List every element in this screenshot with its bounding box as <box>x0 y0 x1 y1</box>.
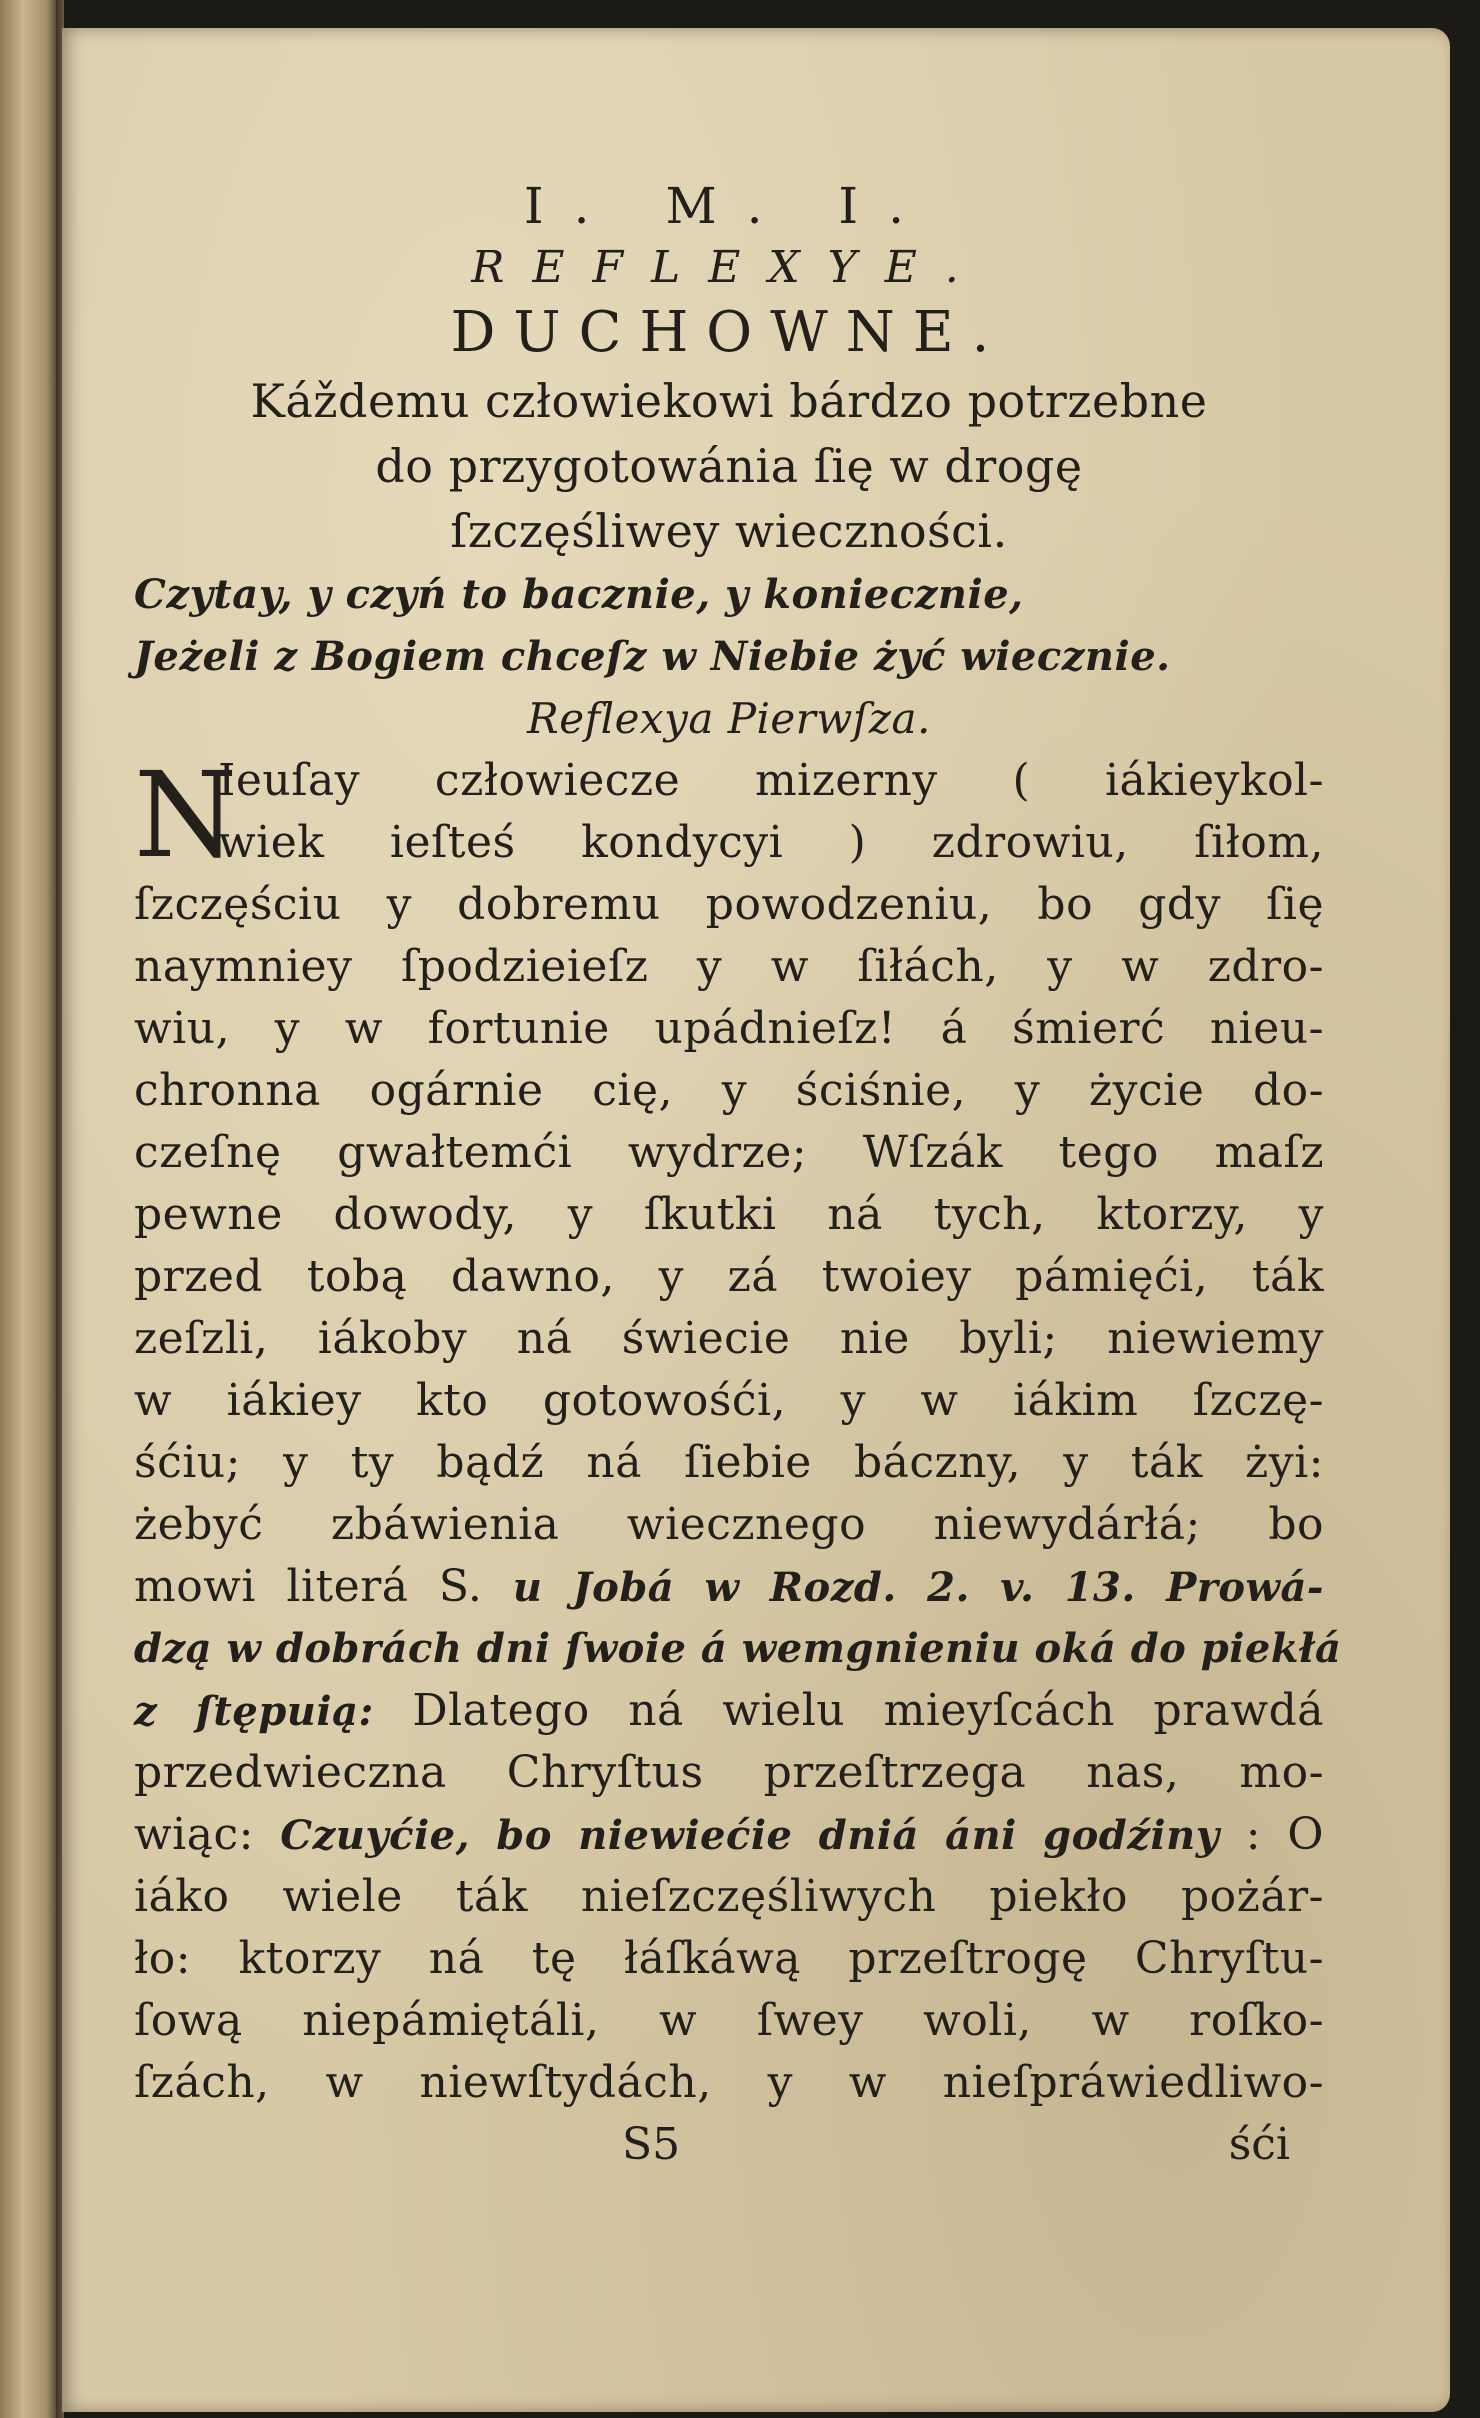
gospel-quote: Czuyćie, bo niewiećie dniá áni godźiny <box>280 1812 1220 1859</box>
citation-continuation: dzą w dobrách dni ſwoie á wemgnieniu oká do piekłá <box>134 1625 1342 1672</box>
citation-end: z ſtępuią: <box>134 1688 374 1735</box>
section-heading: Reflexya Pierwſza. <box>527 694 931 743</box>
body-line: wiek ieſteś kondycyi ) zdrowiu, ſiłom, <box>218 817 1324 868</box>
title-line: Káždemu człowiekowi bárdzo potrzebne <box>250 374 1208 428</box>
body-line: iáko wiele ták nieſzczęśliwych piekło pożár- <box>134 1871 1324 1922</box>
drop-cap: N <box>134 746 238 884</box>
body-line: żebyć zbáwienia wiecznego niewydárłá; bo <box>134 1499 1324 1550</box>
page-footer <box>134 2114 1324 2176</box>
verse-line: Czytay, y czyń to bacznie, y koniecznie, <box>134 571 1024 618</box>
body-line: ſzczęściu y dobremu powodzeniu, bo gdy ſię <box>134 879 1324 930</box>
body-line: naymniey ſpodzieieſz y w ſiłách, y w zdro- <box>134 941 1324 992</box>
body-text: : O <box>1245 1809 1324 1860</box>
body-line: ſową niepámiętáli, w ſwey woli, w roſko- <box>134 1995 1324 2046</box>
body-line: czeſnę gwałtemći wydrze; Wſzák tego maſz <box>134 1127 1324 1178</box>
body-line: w iákiey kto gotowośći, y w iákim ſzczę- <box>134 1375 1324 1426</box>
body-text: wiąc: <box>134 1809 254 1860</box>
body-line: pewne dowody, y ſkutki ná tych, ktorzy, y <box>134 1189 1324 1240</box>
body-line: ło: ktorzy ná tę łáſkáwą przeſtrogę Chryſtu- <box>134 1933 1324 1984</box>
body-line: Ieuſay człowiecze mizerny ( iákieykol- <box>218 755 1324 806</box>
title-line: ſzczęśliwey wieczności. <box>450 504 1008 558</box>
body-line: wiu, y w fortunie upádnieſz! á śmierć nieu- <box>134 1003 1324 1054</box>
scripture-citation: u Jobá w Rozd. 2. v. 13. <box>512 1564 1136 1611</box>
duchowne-heading: DUCHOWNE. <box>450 300 1008 365</box>
body-line-with-quote <box>134 1804 1324 1866</box>
body-line: zeſzli, iákoby ná świecie nie byli; niewiemy <box>134 1313 1324 1364</box>
body-line: śćiu; y ty bądź ná ſiebie báczny, y ták żyi: <box>134 1437 1324 1488</box>
left-page-edge <box>0 0 58 2418</box>
verse-line: Jeżeli z Bogiem chceſz w Niebie żyć wiecznie. <box>134 633 1171 680</box>
body-line: ſzách, w niewſtydách, y w nieſpráwiedliwo- <box>134 2057 1324 2108</box>
body-line: przedwieczna Chryſtus przeſtrzega nas, mo- <box>134 1747 1324 1798</box>
first-paragraph <box>134 746 1324 884</box>
body-text: mowi literá S. <box>134 1561 483 1612</box>
citation-tail: Prowá- <box>1166 1564 1324 1611</box>
book-page <box>62 28 1450 2412</box>
body-text: Dlatego ná wielu mieyſcách prawdá <box>412 1685 1325 1736</box>
body-line-mixed <box>134 1680 1324 1742</box>
title-line: do przygotowánia ſię w drogę <box>375 439 1083 493</box>
signature-mark: S5 <box>622 2119 681 2170</box>
page-text <box>134 173 1342 2176</box>
running-head: I. M. I. <box>523 177 935 235</box>
catchword: śći <box>1228 2119 1290 2170</box>
body-line: przed tobą dawno, y zá twoiey pámięći, ták <box>134 1251 1324 1302</box>
body-line: chronna ogárnie cię, y ściśnie, y życie do- <box>134 1065 1324 1116</box>
body-line-with-citation <box>134 1556 1324 1618</box>
reflexye-heading: REFLEXYE. <box>471 242 987 293</box>
